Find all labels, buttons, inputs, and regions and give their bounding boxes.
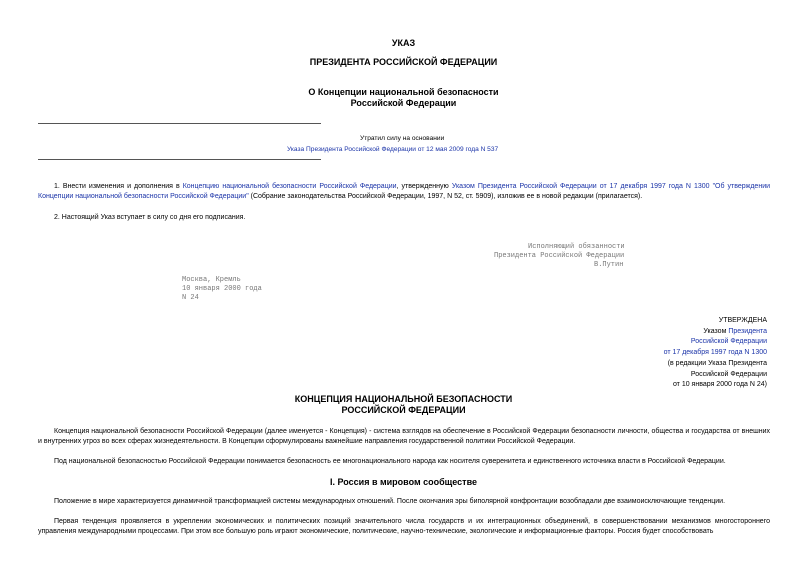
approval-link-president[interactable]: Президента — [728, 327, 767, 335]
approval-line5: Российской Федерации — [690, 370, 767, 378]
approval-block — [664, 316, 767, 391]
decree-subtitle: ПРЕЗИДЕНТА РОССИЙСКОЙ ФЕДЕРАЦИИ — [309, 57, 498, 67]
approval-link-date[interactable]: от 17 декабря 1997 года N 1300 — [663, 349, 767, 357]
place-line2: 10 января 2000 года — [182, 285, 262, 293]
approval-line1-text: Указом — [703, 327, 729, 335]
signature-line3: В.Путин — [594, 261, 624, 269]
signature-line2: Президента Российской Федерации — [494, 252, 625, 260]
approval-line6: от 10 января 2000 года N 24) — [672, 381, 767, 389]
approval-line1 — [664, 327, 767, 338]
concept-title-line1: КОНЦЕПЦИЯ НАЦИОНАЛЬНОЙ БЕЗОПАСНОСТИ — [294, 394, 513, 404]
section-1-paragraph-1: Положение в мире характеризуется динамичной трансформацией системы международных отношений. После окончания эры биполярной конфронтации возобладали две взаимоисключающие тенденции. — [54, 498, 726, 505]
place-line1: Москва, Кремль — [182, 276, 241, 284]
signature-line1: Исполняющий обязанности — [528, 243, 625, 251]
paragraph-1 — [38, 182, 770, 202]
place-line3: N 24 — [182, 294, 199, 302]
divider-top — [38, 123, 321, 124]
section-1-paragraph-2: Первая тенденция проявляется в укреплении экономических и политических позиций значительного числа государств и их интеграционных объединений, в совершенствовании механизмов многостороннего управления международными процессами. При этом все большую роль играют экономические, политические, научно-технические, экологические и информационные факторы. Россия будет способствовать — [38, 518, 770, 535]
paragraph-1-text-2: , утвержденную — [396, 183, 452, 190]
lost-force-label: Утратил силу на основании — [360, 135, 445, 142]
concept-link[interactable]: Концепцию национальной безопасности Российской Федерации — [182, 183, 397, 190]
decree-1300-link[interactable]: Указом Президента Российской Федерации от 17 декабря 1997 года N 1300 "Об утверждении Концепции национальной безопасности Российской Федерации" — [38, 183, 771, 200]
divider-bottom — [38, 159, 321, 160]
approval-link-rf[interactable]: Российской Федерации — [690, 338, 767, 346]
section-1-heading: I. Россия в мировом сообществе — [330, 477, 477, 487]
concept-title-line2: РОССИЙСКОЙ ФЕДЕРАЦИИ — [341, 405, 466, 415]
approval-line4: (в редакции Указа Президента — [667, 359, 767, 367]
decree-title: УКАЗ — [391, 38, 416, 48]
paragraph-2: 2. Настоящий Указ вступает в силу со дня его подписания. — [54, 214, 246, 221]
decree-about-line2: Российской Федерации — [350, 98, 457, 108]
approval-title: УТВЕРЖДЕНА — [718, 317, 767, 324]
concept-paragraph-2: Под национальной безопасностью Российской Федерации понимается безопасность ее многонационального народа как носителя суверенитета и единственного источника власти в Российской Федерации. — [54, 458, 726, 465]
concept-paragraph-1: Концепция национальной безопасности Российской Федерации (далее именуется - Концепция) - система взглядов на обеспечение в Российской Федерации безопасности личности, общества и государства от внешних и внутренних угроз во всех сферах жизнедеятельности. В Концепции сформулированы важнейшие направления государственной политики Российской Федерации. — [38, 428, 770, 445]
lost-force-link[interactable]: Указа Президента Российской Федерации от 12 мая 2009 года N 537 — [287, 146, 499, 153]
paragraph-1-text-3: (Собрание законодательства Российской Федерации, 1997, N 52, ст. 5909), изложив ее в новой редакции (прилагается). — [248, 193, 643, 200]
decree-about-line1: О Концепции национальной безопасности — [308, 87, 499, 97]
paragraph-1-text-1: 1. Внести изменения и дополнения в — [54, 183, 183, 190]
